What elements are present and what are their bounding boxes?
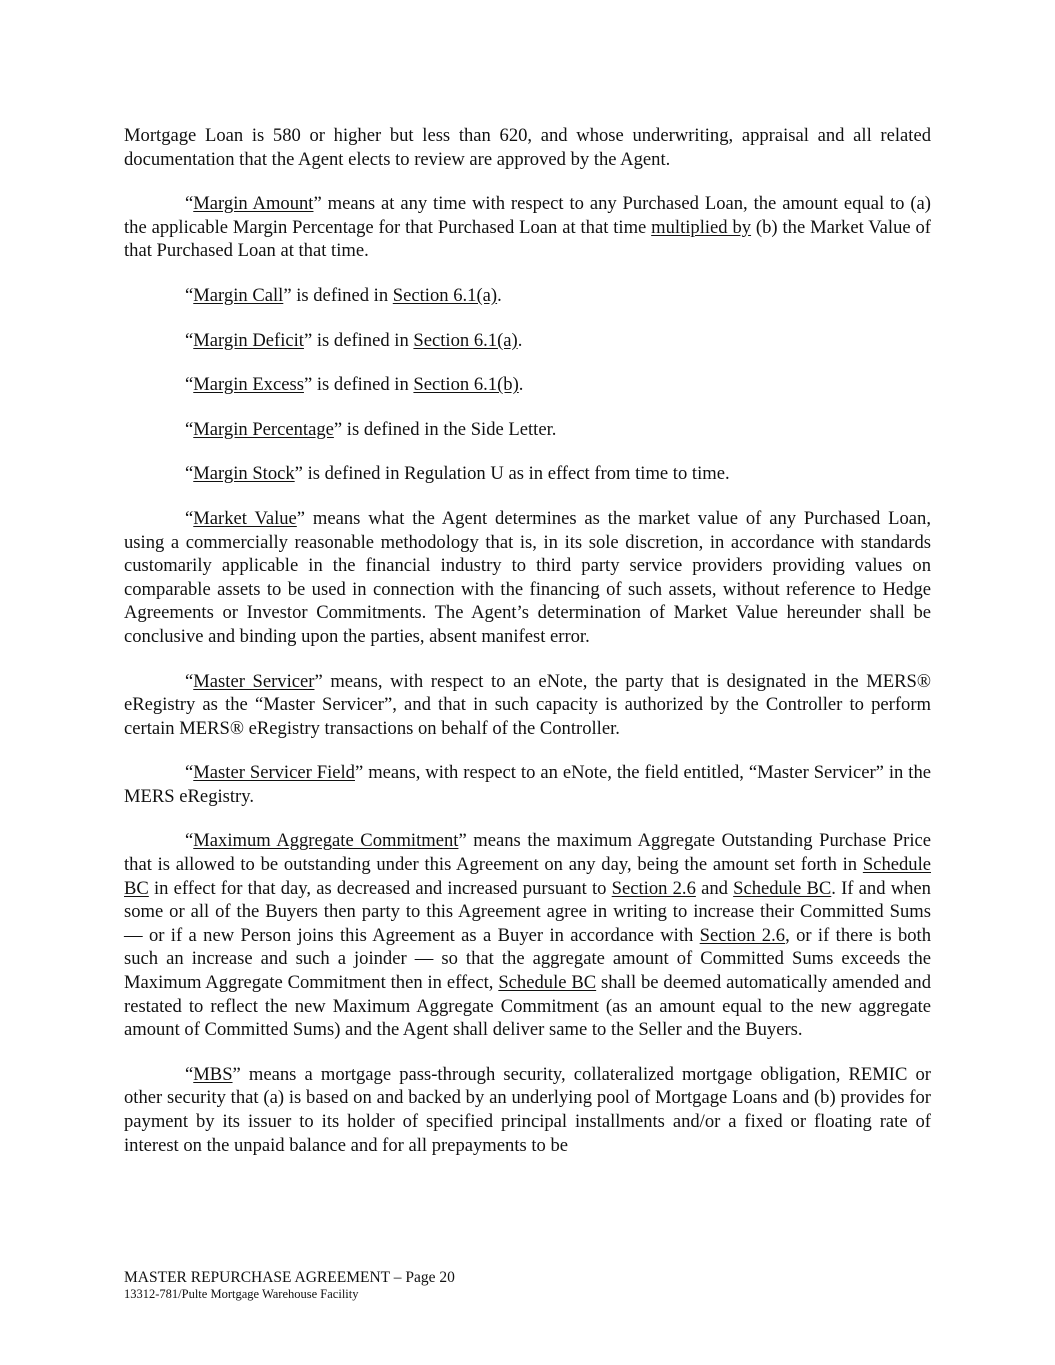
underlined-term: Maximum Aggregate Commitment (193, 830, 459, 852)
paragraph-text: “ (185, 463, 194, 485)
definition-paragraph (124, 829, 931, 1041)
paragraph-text: “ (185, 1063, 194, 1085)
underlined-term: Schedule BC (733, 877, 832, 899)
paragraph-text: ” means a mortgage pass-through security, collateralized mortgage obligation, REMIC or other security that (a) is based on and backed by an underlying pool of Mortgage Loans and (b) provides for payment by its issuer to its holder of specified principal installments and/or a fixed or floating rate of interest on the unpaid balance and for all prepayments to be (124, 1063, 931, 1156)
underlined-term: Section 6.1(b) (413, 374, 519, 396)
document-body (124, 124, 931, 1178)
paragraph-text: ” means at any time with respect to any Purchased Loan, the amount equal to (a) the applicable Margin Percentage for that Purchased Loan at that time (124, 193, 931, 238)
underlined-term: Schedule BC (498, 972, 597, 994)
definition-paragraph (124, 462, 931, 486)
underlined-term: Master Servicer (193, 670, 315, 692)
definition-paragraph (124, 670, 931, 741)
underlined-term: Master Servicer Field (193, 762, 355, 784)
paragraph-text: . (497, 284, 502, 306)
underlined-term: Schedule BC (124, 854, 931, 899)
underlined-term: Section 6.1(a) (392, 284, 498, 306)
paragraph-text: “ (185, 670, 194, 692)
paragraph-text: ” means what the Agent determines as the market value of any Purchased Loan, using a commercially reasonable methodology that is, in its sole discretion, in accordance with standards customarily applicable in the financial industry to third party service providers providing values on comparable assets to be used in connection with the financing of such assets, without reference to Hedge Agreements or Investor Commitments. The Agent’s determination of Market Value hereunder shall be conclusive and binding upon the parties, absent manifest error. (124, 507, 931, 647)
paragraph-text: . (518, 374, 524, 396)
paragraph-text: ” means, with respect to an eNote, the field entitled, “Master Servicer” in the MERS eRegistry. (124, 762, 931, 807)
definition-paragraph (124, 329, 931, 353)
paragraph-text: ” is defined in the Side Letter. (333, 418, 557, 440)
footer-page-title: MASTER REPURCHASE AGREEMENT – Page 20 (124, 1269, 455, 1286)
underlined-term: multiplied by (651, 216, 752, 238)
underlined-term: Margin Call (193, 284, 284, 306)
paragraph-text: “ (185, 830, 194, 852)
underlined-term: MBS (193, 1063, 233, 1085)
paragraph-text: “ (185, 193, 194, 215)
definition-paragraph (124, 418, 931, 442)
underlined-term: Margin Percentage (193, 418, 334, 440)
underlined-term: Margin Deficit (193, 329, 304, 351)
paragraph-text: ” is defined in (303, 374, 414, 396)
underlined-term: Section 2.6 (611, 877, 696, 899)
underlined-term: Market Value (193, 507, 297, 529)
underlined-term: Margin Excess (193, 374, 304, 396)
paragraph-text: and (695, 877, 734, 899)
paragraph-text: . If and when some or all of the Buyers then party to this Agreement agree in writing to increase their Committed Sums — or if a new Person joins this Agreement as a Buyer in accordance with (124, 877, 931, 946)
underlined-term: Section 2.6 (699, 924, 786, 946)
paragraph-text: . (517, 329, 523, 351)
paragraph-text: shall be deemed automatically amended and restated to reflect the new Maximum Aggregate Commitment (as an amount equal to the new aggregate amount of Committed Sums) and the Agent shall deliver same to the Seller and the Buyers. (124, 972, 931, 1041)
definition-paragraph (124, 284, 931, 308)
paragraph-text: “ (185, 374, 194, 396)
underlined-term: Margin Amount (193, 193, 314, 215)
paragraph-text: , or if there is both such an increase and such a joinder — so that the aggregate amount of Committed Sums exceeds the Maximum Aggregate Commitment then in effect, (124, 924, 932, 994)
paragraph-text: “ (185, 507, 194, 529)
definition-paragraph (124, 1063, 931, 1157)
paragraph-text: ” is defined in (303, 329, 414, 351)
underlined-term: Margin Stock (193, 463, 295, 485)
definition-paragraph (124, 507, 931, 649)
paragraph-text: “ (185, 284, 194, 306)
definition-paragraph (124, 373, 931, 397)
paragraph-text: ” is defined in (283, 284, 393, 306)
underlined-term: Section 6.1(a) (413, 329, 518, 351)
paragraph-text: “ (185, 762, 194, 784)
paragraph-text: ” is defined in Regulation U as in effect from time to time. (294, 463, 730, 485)
paragraph-text: ” means, with respect to an eNote, the party that is designated in the MERS® eRegistry as the “Master Servicer”, and that in such capacity is authorized by the Controller to perform certain MERS® eRegistry transactions on behalf of the Controller. (124, 670, 931, 739)
paragraph-text: (b) the Market Value of that Purchased Loan at that time. (124, 216, 931, 262)
paragraph-text: “ (185, 329, 194, 351)
definition-paragraph (124, 761, 931, 808)
paragraph-text: ” means the maximum Aggregate Outstanding Purchase Price that is allowed to be outstanding under this Agreement on any day, being the amount set forth in (124, 830, 932, 876)
paragraph-text: “ (185, 418, 194, 440)
footer-document-reference: 13312-781/Pulte Mortgage Warehouse Facility (124, 1287, 359, 1301)
definition-paragraph (124, 124, 931, 171)
page-footer (124, 1268, 824, 1302)
paragraph-text: in effect for that day, as decreased and increased pursuant to (148, 877, 612, 899)
definition-paragraph (124, 192, 931, 263)
paragraph-text: Mortgage Loan is 580 or higher but less than 620, and whose underwriting, appraisal and all related documentation that the Agent elects to review are approved by the Agent. (124, 125, 931, 170)
